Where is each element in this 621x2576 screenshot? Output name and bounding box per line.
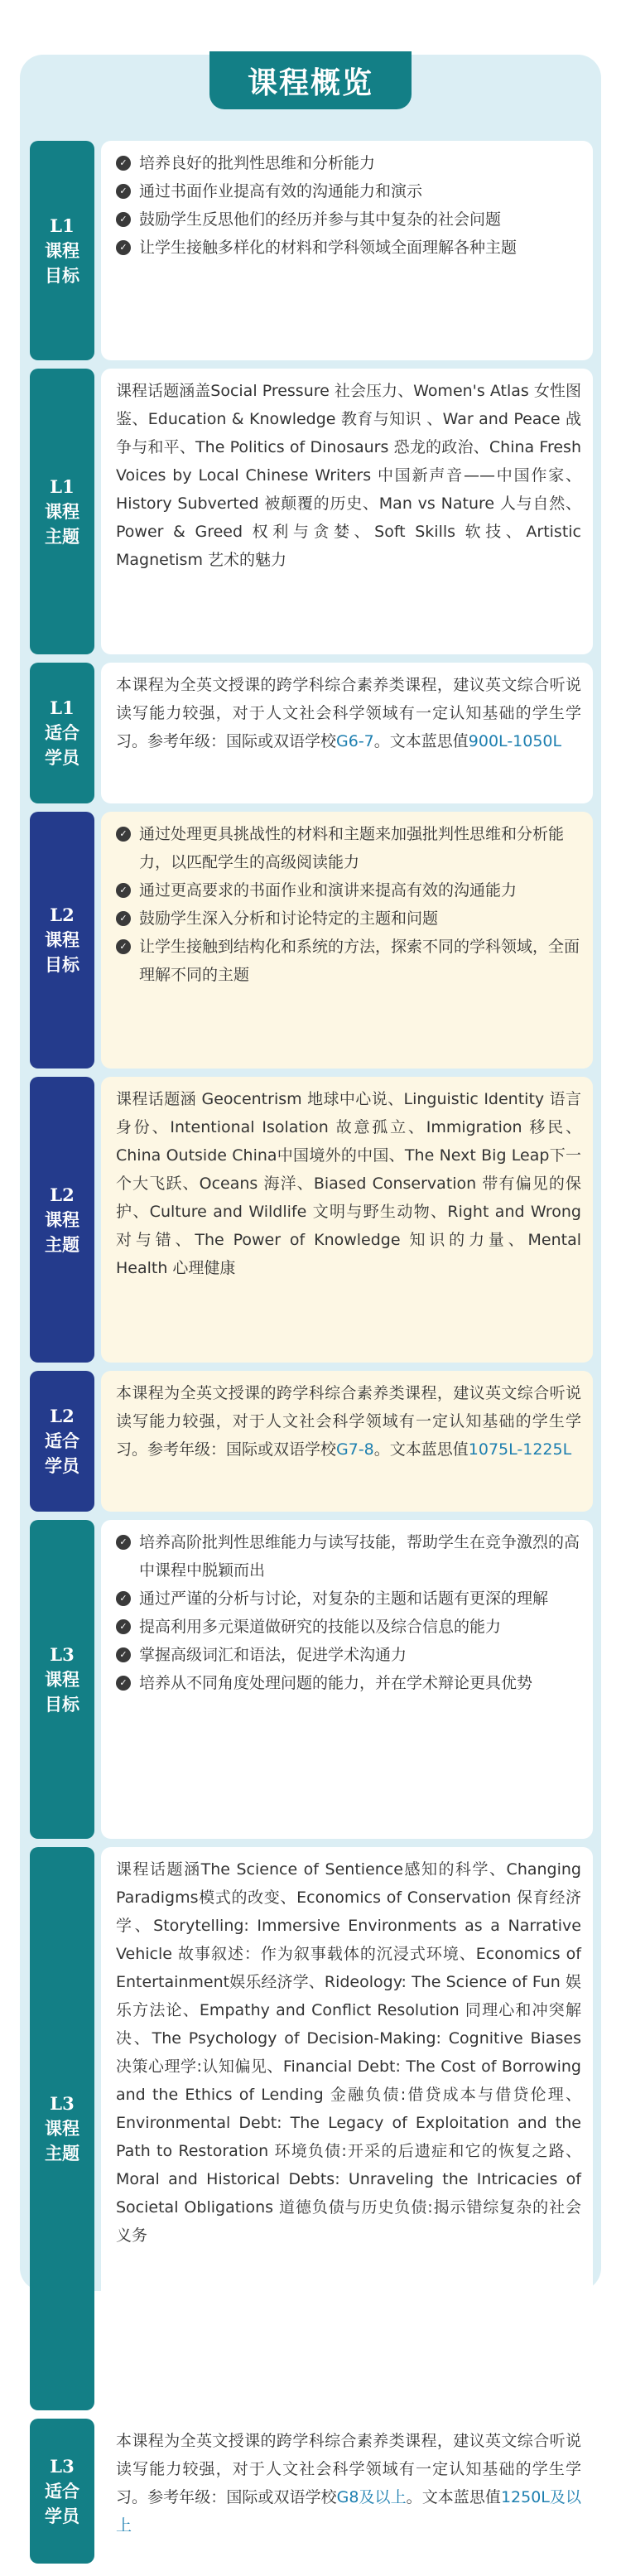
l2-goals-card [101,812,593,1069]
l1-students-card [101,663,593,803]
l3-grade: G8及以上 [336,2488,407,2506]
list-item: ✓ 培养从不同角度处理问题的能力，并在学术辩论更具优势 [116,1669,581,1697]
check-icon: ✓ [116,156,131,171]
list-item: ✓ 培养良好的批判性思维和分析能力 [116,149,581,177]
list-item: ✓ 提高利用多元渠道做研究的技能以及综合信息的能力 [116,1613,581,1641]
list-item: ✓ 让学生接触到结构化和系统的方法，探索不同的学科领域，全面理解不同的主题 [116,933,581,989]
page-title-tab [209,51,412,109]
list-item: ✓ 鼓励学生深入分析和讨论特定的主题和问题 [116,904,581,933]
l1-goals-row [30,141,593,360]
list-item: ✓ 通过严谨的分析与讨论，对复杂的主题和话题有更深的理解 [116,1585,581,1613]
check-icon: ✓ [116,883,131,898]
check-icon: ✓ [116,1676,131,1691]
l3-topics-row [30,1847,593,2410]
l3-students-label: L3 适合 学员 [30,2419,94,2564]
l3-students-row [30,2419,593,2564]
l2-topics-row [30,1077,593,1363]
l2-grade: G7-8 [336,1440,374,1459]
l2-topics-label: L2 课程 主题 [30,1077,94,1363]
list-item: ✓ 通过更高要求的书面作业和演讲来提高有效的沟通能力 [116,876,581,904]
check-icon: ✓ [116,1647,131,1662]
l3-students-card [101,2419,593,2564]
l1-students-row [30,663,593,803]
l3-goals-label: L3 课程 目标 [30,1520,94,1839]
l1-topics-text: 课程话题涵盖Social Pressure 社会压力、Women's Atlas 女性图鉴、Education & Knowledge 教育与知识 、War and Peace 战争与和平、The Politics of Dinosaurs 恐龙的政治、China Fresh Voices by Local Chinese Writers 中国新声音——中国作家、History Subverted 被颠覆的历史、Man vs Nature 人与自然、Power & Greed 权利与贪婪、Soft Skills 软技、Artistic Magnetism 艺术的魅力 [116,382,581,569]
check-icon: ✓ [116,1535,131,1550]
l2-students-row [30,1371,593,1512]
l1-students-text: 本课程为全英文授课的跨学科综合素养类课程，建议英文综合听说读写能力较强，对于人文社会科学领域有一定认知基础的学生学习。参考年级：国际或双语学校G6-7。文本蓝思值900L-1050L [116,676,581,750]
check-icon: ✓ [116,911,131,926]
list-item: ✓ 让学生接触多样化的材料和学科领域全面理解各种主题 [116,234,581,262]
l1-grade: G6-7 [336,732,374,750]
l2-goals-label: L2 课程 目标 [30,812,94,1069]
l3-topics-label: L3 课程 主题 [30,1847,94,2410]
list-item: ✓ 培养高阶批判性思维能力与读写技能，帮助学生在竞争激烈的高中课程中脱颖而出 [116,1528,581,1585]
l3-topics-card [101,1847,593,2410]
l3-students-text: 本课程为全英文授课的跨学科综合素养类课程，建议英文综合听说读写能力较强，对于人文社会科学领域有一定认知基础的学生学习。参考年级：国际或双语学校G8及以上。文本蓝思值1250L及以上 [116,2432,581,2535]
l2-topics-text: 课程话题涵 Geocentrism 地球中心说、Linguistic Identity 语言身份、Intentional Isolation 故意孤立、Immigration 移民、China Outside China中国境外的中国、The Next Big Leap下一个大飞跃、Oceans 海洋、Biased Conservation 带有偏见的保护、Culture and Wildlife 文明与野生动物、Right and Wrong 对与错、The Power of Knowledge 知识的力量、Mental Health 心理健康 [116,1090,581,1277]
check-icon: ✓ [116,184,131,199]
list-item: ✓ 通过书面作业提高有效的沟通能力和演示 [116,177,581,205]
l2-lexile: 1075L-1225L [468,1440,572,1459]
l2-topics-card [101,1077,593,1363]
l2-goals-row [30,812,593,1069]
l3-lexile: 1250L及以上 [116,2488,581,2535]
l3-topics-text: 课程话题涵The Science of Sentience感知的科学、Changing Paradigms模式的改变、Economics of Conservation 保育经济学、Storytelling: Immersive Environments as a Narrative Vehicle 故事叙述：作为叙事载体的沉浸式环境、Economics of Entertainment娱乐经济学、Rideology: The Science of Fun 娱乐方法论、Empathy and Conflict Resolution 同理心和冲突解决、The Psychology of Decision-Making: Cognitive Biases 决策心理学:认知偏见、Financial Debt: The Cost of Borrowing and the Ethics of Lending 金融负债:借贷成本与借贷伦理、Environmental Debt: The Legacy of Exploitation and the Path to Restoration 环境负债:开采的后遗症和它的恢复之路、Moral and Historical Debts: Unraveling the Intricacies of Societal Obligations 道德负债与历史负债:揭示错综复杂的社会义务 [116,1860,581,2245]
l2-students-label: L2 适合 学员 [30,1371,94,1512]
check-icon: ✓ [116,240,131,255]
check-icon: ✓ [116,939,131,954]
l1-topics-label: L1 课程 主题 [30,369,94,654]
l1-topics-card [101,369,593,654]
l1-goals-card [101,141,593,360]
l1-students-label: L1 适合 学员 [30,663,94,803]
l3-goals-card [101,1520,593,1839]
list-item: ✓ 掌握高级词汇和语法，促进学术沟通力 [116,1641,581,1669]
check-icon: ✓ [116,827,131,842]
l1-topics-row [30,369,593,654]
l2-students-text: 本课程为全英文授课的跨学科综合素养类课程，建议英文综合听说读写能力较强，对于人文社会科学领域有一定认知基础的学生学习。参考年级：国际或双语学校G7-8。文本蓝思值1075L-1225L [116,1384,581,1459]
check-icon: ✓ [116,212,131,227]
l1-goals-label: L1 课程 目标 [30,141,94,360]
l3-goals-row [30,1520,593,1839]
page-title: 课程概览 [247,65,373,100]
list-item: ✓ 通过处理更具挑战性的材料和主题来加强批判性思维和分析能力，以匹配学生的高级阅读能力 [116,820,581,876]
check-icon: ✓ [116,1591,131,1606]
list-item: ✓ 鼓励学生反思他们的经历并参与其中复杂的社会问题 [116,205,581,234]
l1-lexile: 900L-1050L [468,732,562,750]
l2-students-card [101,1371,593,1512]
check-icon: ✓ [116,1619,131,1634]
